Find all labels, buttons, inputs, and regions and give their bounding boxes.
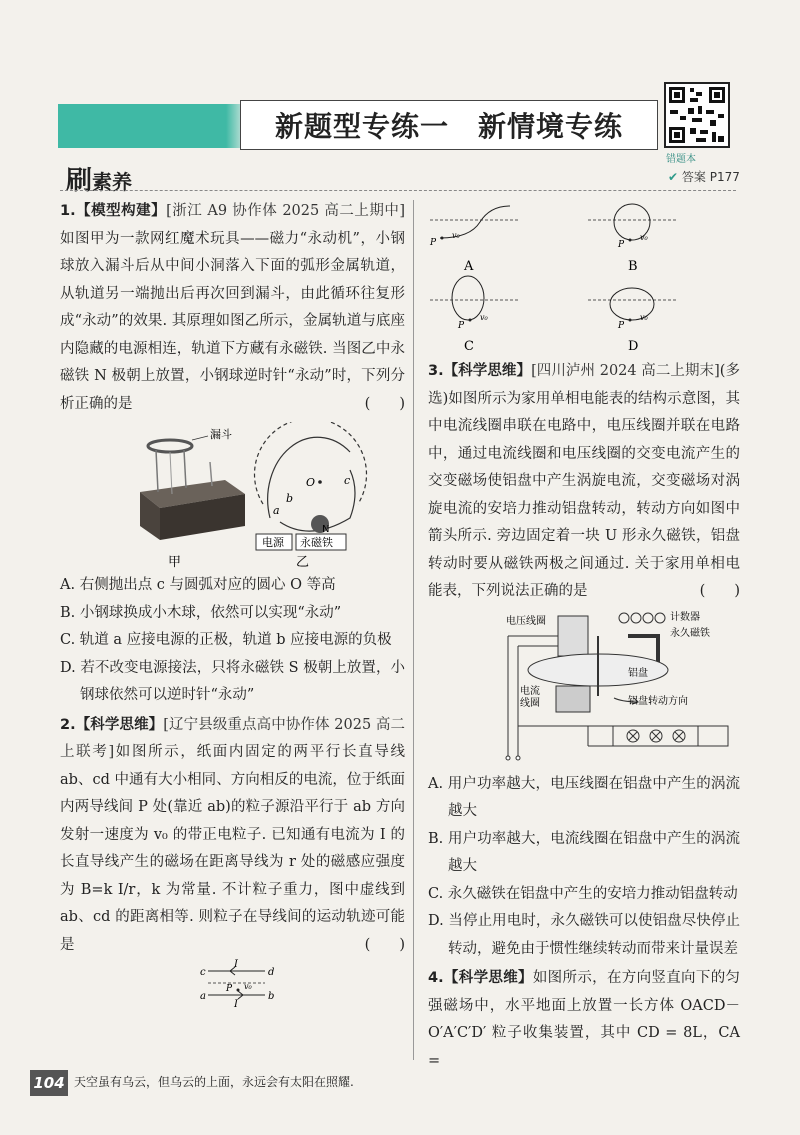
label-funnel: 漏斗 (210, 428, 232, 441)
qr-label: 错题本 (666, 154, 696, 165)
traj-label-d: D (628, 339, 639, 354)
question-source: [浙江 A9 协作体 2025 高二上期中] (166, 203, 405, 219)
dashed-trajectory (255, 422, 367, 504)
question-tag: 【科学思维】 (443, 363, 532, 379)
q1-option-c[interactable]: C. 轨道 a 应接电源的正极，轨道 b 应接电源的负极 (60, 632, 392, 648)
label-power: 电源 (262, 536, 284, 549)
traj-b-p: P (618, 240, 625, 250)
footer-motto: 天空虽有乌云，但乌云的上面，永远会有太阳在照耀. (74, 1075, 354, 1089)
question-tag: 【科学思维】 (443, 970, 533, 986)
answer-reference[interactable] (668, 168, 740, 185)
question-number: 2. (60, 716, 76, 733)
traj-b-v0: v₀ (640, 233, 648, 242)
figure-perpetual-motion (60, 422, 405, 572)
traj-a-v0: v₀ (452, 231, 460, 240)
funnel-rim (148, 440, 192, 452)
label-current-coil-2: 线圈 (520, 697, 540, 709)
v0-label: v₀ (244, 982, 252, 991)
question-1 (60, 198, 405, 418)
label-yi: 乙 (296, 555, 310, 570)
label-n-pole: N (322, 524, 330, 535)
wire-label-c: c (200, 967, 206, 978)
page-title: 新题型专练一 新情境专练 (274, 110, 623, 143)
counter-wheels (619, 613, 665, 623)
q3-option-c[interactable]: C. 永久磁铁在铝盘中产生的安培力推动铝盘转动 (428, 885, 738, 902)
figure-energy-meter (428, 606, 740, 771)
point-p: P (226, 984, 233, 994)
traj-a-p: P (430, 238, 437, 248)
page-number: 104 (30, 1070, 68, 1096)
question-4 (428, 965, 740, 1075)
answer-blank[interactable]: ( ) (699, 583, 740, 599)
label-o: O (306, 476, 316, 489)
right-column (428, 358, 740, 1075)
question-source: [四川泸州 2024 高二上期末] (531, 363, 720, 379)
question-stem: 如图所示，在方向竖直向下的匀强磁场中，水平地面上放置一长方体 OACD－O′A′C′D′ 粒子收集装置，其中 CD = 8L，CA = (428, 970, 741, 1069)
traj-c-p: P (458, 321, 465, 331)
question-stem: 如图甲为一款网红魔术玩具——磁力“永动机”，小钢球放入漏斗后从中间小洞落入下面的弧形金属轨道，从轨道另一端抛出后再次回到漏斗，由此循环往复形成“永动”的效果. 其原理如图乙所示，金属轨道与底座内隐藏的电源相连，轨道下方藏有永磁铁. 当图乙中永磁铁 N 极朝上放置，小钢球逆时针“永动”时，下列分析正确的是 (60, 230, 405, 412)
q3-option-b[interactable]: B. 用户功率越大，电流线圈在铝盘中产生的涡流越大 (428, 830, 740, 874)
answer-blank[interactable]: ( ) (364, 395, 405, 412)
label-c: c (344, 474, 351, 487)
question-number: 3. (428, 363, 444, 379)
traj-label-c: C (464, 339, 474, 354)
question-tag: 【科学思维】 (75, 716, 164, 733)
current-coil (556, 686, 590, 712)
label-current-coil-1: 电流 (520, 685, 540, 697)
question-tag: 【模型构建】 (75, 203, 167, 219)
traj-d-v0: v₀ (640, 313, 648, 322)
figure-parallel-wires (60, 959, 405, 1009)
q1-option-b[interactable]: B. 小钢球换成小木球，依然可以实现“永动” (60, 604, 342, 621)
left-column (60, 198, 405, 1009)
question-stem: (多选)如图所示为家用单相电能表的结构示意图，其中电流线圈串联在电路中，电压线圈并联在电路中，通过电流线圈和电压线圈的交变电流产生的交变磁场使铝盘中产生涡旋电流，交变磁场对涡旋电流的安培力推动铝盘转动，转动方向如图中箭头所示. 旁边固定着一块 U 形永久磁铁，铝盘转动时要从磁铁两极之间通过. 关于家用单相电能表，下列说法正确的是 (428, 363, 740, 599)
label-b: b (286, 492, 294, 505)
qr-code[interactable] (664, 82, 730, 148)
qr-code-icon (666, 84, 728, 146)
label-disc: 铝盘 (628, 667, 648, 679)
traj-c-v0: v₀ (480, 313, 488, 322)
wire-label-i-top: I (234, 959, 238, 970)
question-2 (60, 712, 405, 960)
check-icon: ✔ (668, 170, 679, 184)
answer-blank[interactable]: ( ) (364, 936, 405, 953)
section-title-big: 刷 (66, 166, 93, 196)
voltage-coil (558, 616, 588, 656)
title-box (240, 100, 658, 150)
label-rotation-direction: 铝盘转动方向 (628, 695, 688, 707)
lamps (627, 730, 685, 742)
wire-label-d: d (268, 967, 275, 978)
question-stem: 如图所示，纸面内固定的两平行长直导线 ab、cd 中通有大小相同、方向相反的电流，位于纸面内两导线间 P 处(靠近 ab)的粒子源沿平行于 ab 方向发射一速度为 v₀ 的带正电粒子. 已知通有电流为 I 的长直导线产生的磁场在距离导线为 r 处的磁感应强度为 B=k I/r，k 为常量. 不计粒子重力，图中虚线到 ab、cd 的距离相等. 则粒子在导线间的运动轨迹可能是 (60, 744, 405, 953)
section-title (66, 160, 132, 197)
q1-option-a[interactable]: A. 右侧抛出点 c 与圆弧对应的圆心 O 等高 (60, 577, 336, 593)
wire-label-a: a (200, 991, 206, 1002)
label-perm-magnet: 永久磁铁 (670, 627, 710, 639)
section-divider (60, 190, 736, 191)
answer-ref-text: 答案 P177 (681, 170, 740, 184)
label-jia: 甲 (168, 555, 182, 570)
q1-option-d[interactable]: D. 若不改变电源接法，只将永磁铁 S 极朝上放置，小钢球依然可以逆时针“永动” (60, 659, 405, 703)
label-voltage-coil: 电压线圈 (506, 615, 546, 627)
question-3 (428, 358, 740, 606)
traj-d-p: P (618, 321, 625, 331)
section-title-rest: 素养 (92, 170, 133, 194)
traj-label-a: A (464, 259, 474, 274)
traj-label-b: B (628, 259, 638, 274)
q3-option-a[interactable]: A. 用户功率越大，电压线圈在铝盘中产生的涡流越大 (428, 775, 740, 819)
figure-trajectories (420, 198, 740, 358)
column-divider (413, 200, 414, 1060)
wire-label-i-bottom: I (234, 999, 238, 1009)
trajectory-a (440, 206, 510, 238)
label-a: a (273, 504, 280, 517)
wire-label-b: b (268, 991, 275, 1002)
question-number: 4. (428, 970, 444, 986)
q3-option-d[interactable]: D. 当停止用电时，永久磁铁可以使铝盘尽快停止转动，避免由于惯性继续转动而带来计量误差 (428, 913, 740, 957)
question-source: [辽宁县级重点高中协作体 2025 高二上联考] (60, 716, 405, 760)
label-counter: 计数器 (670, 611, 700, 623)
question-number: 1. (60, 203, 76, 219)
label-magnet: 永磁铁 (300, 536, 333, 549)
